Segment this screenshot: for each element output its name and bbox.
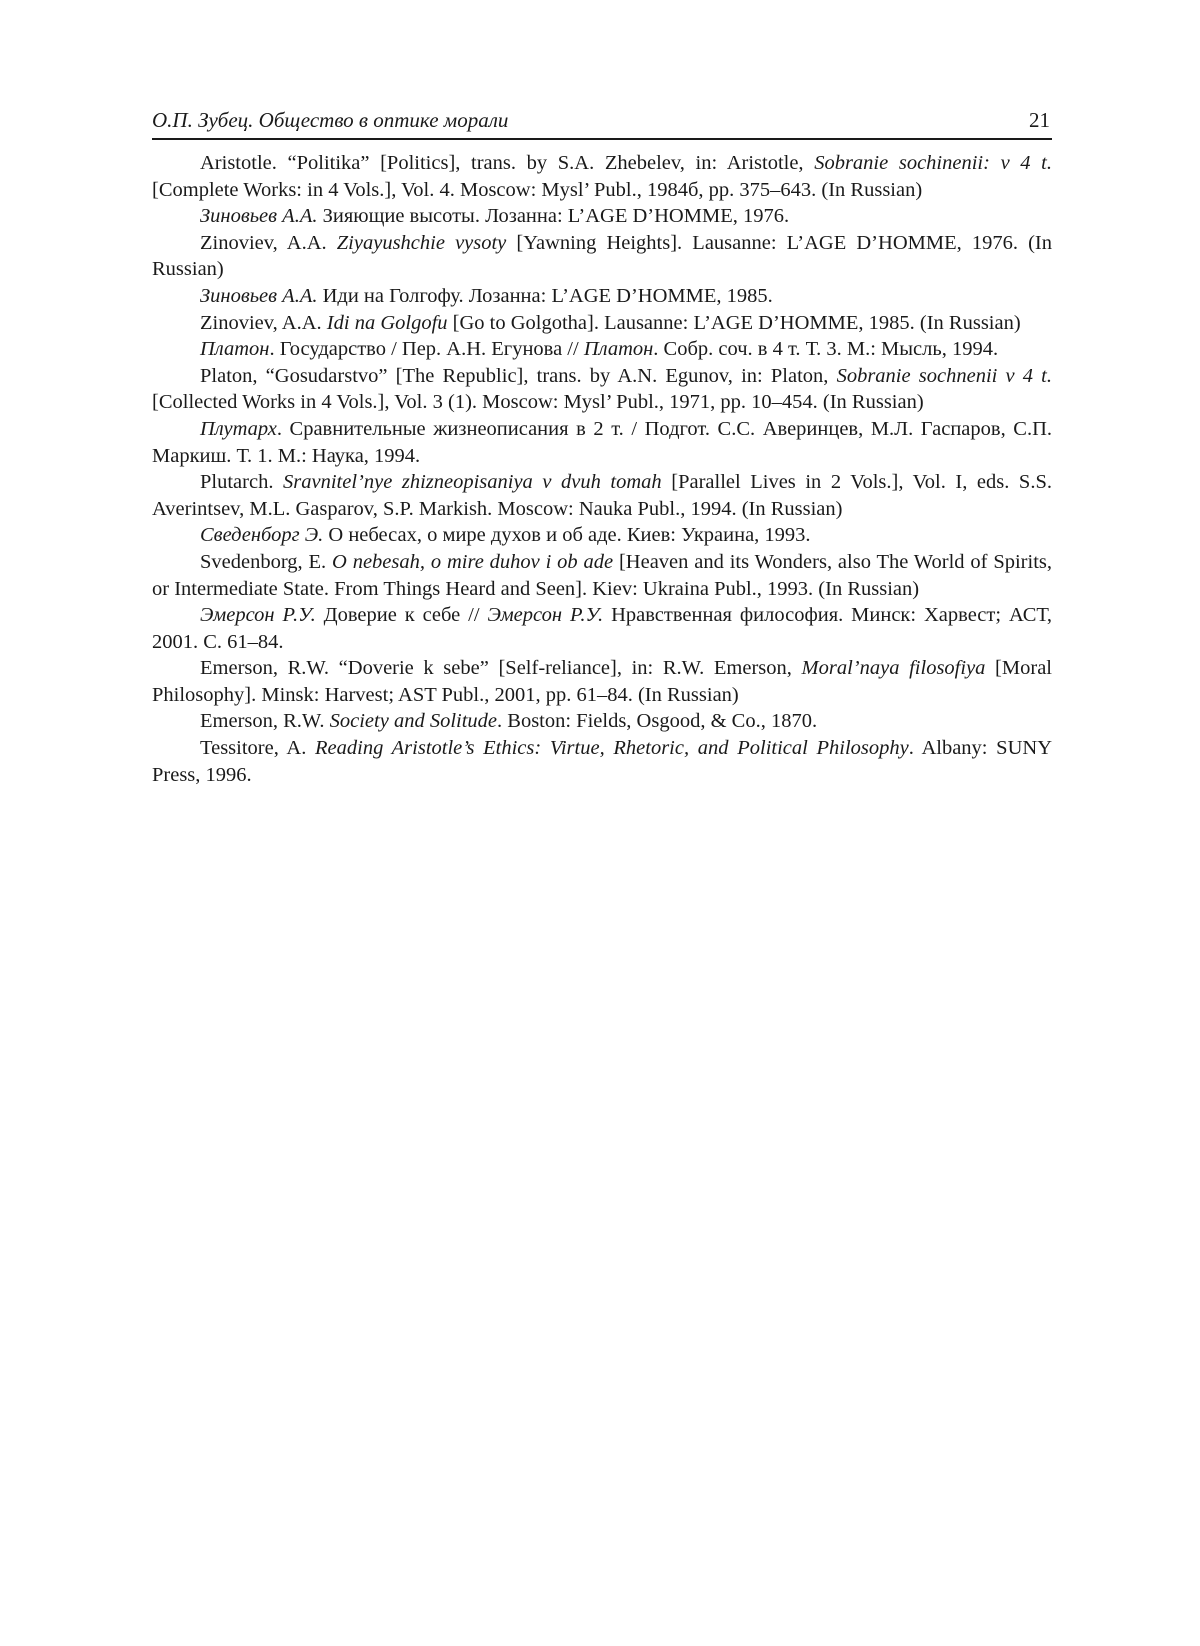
- reference-text: [Collected Works in 4 Vols.], Vol. 3 (1). Moscow: Mysl’ Publ., 1971, pp. 10–454. (In Russian): [152, 391, 924, 414]
- reference-title-italic: Moral’naya filosofiya: [801, 657, 986, 680]
- reference-entry: [152, 735, 1052, 788]
- reference-text: Zinoviev, A.A.: [200, 231, 337, 254]
- reference-title-italic: Сведенборг Э.: [200, 524, 324, 547]
- reference-text: Нравственная философия. Минск: Харвест; АСТ, 2001. С. 61–84.: [152, 604, 1053, 653]
- reference-text: Emerson, R.W. “Doverie k sebe” [Self-reliance], in: R.W. Emerson,: [200, 657, 802, 680]
- reference-text: Aristotle. “Politika” [Politics], trans. by S.A. Zhebelev, in: Aristotle,: [200, 152, 815, 174]
- reference-entry: [152, 416, 1052, 469]
- reference-title-italic: Платон: [200, 338, 270, 361]
- reference-title-italic: Плутарх: [200, 417, 277, 440]
- reference-text: О небесах, о мире духов и об аде. Киев: Украина, 1993.: [323, 524, 811, 547]
- reference-title-italic: Society and Solitude: [329, 710, 498, 733]
- reference-text: . Boston: Fields, Osgood, & Co., 1870.: [497, 710, 818, 733]
- reference-text: [Moral Philosophy]. Minsk: Harvest; AST Publ., 2001, pp. 61–84. (In Russian): [152, 657, 1052, 706]
- reference-text: [Yawning Heights]. Lausanne: L’AGE D’HOMME, 1976. (In Russian): [152, 231, 1052, 281]
- reference-text: [Complete Works: in 4 Vols.], Vol. 4. Moscow: Mysl’ Publ., 1984б, pp. 375–643. (In Russian): [152, 178, 923, 201]
- reference-entry: [152, 549, 1052, 602]
- reference-entry: [152, 336, 1052, 363]
- reference-list: [152, 150, 1052, 788]
- reference-title-italic: Sravnitel’nye zhizneopisaniya v dvuh tomah: [283, 471, 662, 494]
- page-number: 21: [1029, 108, 1050, 132]
- running-title: О.П. Зубец. Общество в оптике морали: [152, 108, 509, 132]
- reference-entry: [152, 602, 1052, 655]
- reference-text: Plutarch.: [200, 471, 283, 494]
- reference-entry: [152, 150, 1052, 203]
- reference-text: Zinoviev, A.A.: [200, 311, 327, 334]
- page-header: [152, 104, 1052, 140]
- reference-entry: [152, 363, 1052, 416]
- reference-title-italic: Эмерсон Р.У.: [487, 604, 604, 627]
- reference-text: Svedenborg, E.: [200, 550, 333, 573]
- reference-text: Platon, “Gosudarstvo” [The Republic], trans. by A.N. Egunov, in: Platon,: [200, 364, 837, 387]
- reference-title-italic: Зиновьев А.А.: [200, 284, 318, 307]
- reference-title-italic: Зиновьев А.А.: [200, 205, 318, 228]
- reference-text: Зияющие высоты. Лозанна: L’AGE D’HOMME, 1976.: [317, 205, 790, 228]
- reference-title-italic: Sobranie sochinenii: v 4 t.: [814, 152, 1052, 174]
- reference-entry: [152, 469, 1052, 522]
- reference-text: . Собр. соч. в 4 т. Т. 3. М.: Мысль, 1994.: [653, 338, 999, 361]
- reference-title-italic: Ziyayushchie vysoty: [336, 231, 507, 254]
- reference-entry: [152, 655, 1052, 708]
- reference-text: . Сравнительные жизнеописания в 2 т. / Подгот. С.С. Аверинцев, М.Л. Гаспаров, С.П. Маркиш. Т. 1. М.: Наука, 1994.: [152, 417, 1052, 467]
- reference-text: [Go to Golgotha]. Lausanne: L’AGE D’HOMME, 1985. (In Russian): [447, 311, 1021, 334]
- reference-entry: [152, 522, 1052, 549]
- reference-entry: [152, 310, 1052, 337]
- reference-title-italic: Эмерсон Р.У.: [200, 604, 316, 627]
- reference-entry: [152, 230, 1052, 283]
- reference-text: [Parallel Lives in 2 Vols.], Vol. I, eds. S.S. Averintsev, M.L. Gasparov, S.P. Markish. Moscow: Nauka Publ., 1994. (In Russian): [152, 471, 1052, 520]
- reference-title-italic: Idi na Golgofu: [326, 311, 448, 334]
- reference-title-italic: Платон: [583, 338, 654, 361]
- reference-entry: [152, 203, 1052, 230]
- reference-text: Tessitore, A.: [200, 737, 316, 760]
- reference-text: Иди на Голгофу. Лозанна: L’AGE D’HOMME, 1985.: [317, 284, 773, 307]
- reference-title-italic: O nebesah, o mire duhov i ob ade: [332, 550, 614, 573]
- reference-entry: [152, 708, 1052, 735]
- reference-title-italic: Sobranie sochnenii v 4 t.: [836, 364, 1052, 387]
- reference-text: Доверие к себе //: [315, 604, 488, 627]
- reference-title-italic: Reading Aristotle’s Ethics: Virtue, Rhetoric, and Political Philosophy: [315, 737, 909, 760]
- reference-entry: [152, 283, 1052, 310]
- reference-text: Emerson, R.W.: [200, 710, 330, 733]
- reference-text: . Albany: SUNY Press, 1996.: [152, 737, 1052, 786]
- reference-text: [Heaven and its Wonders, also The World of Spirits, or Intermediate State. From Things Heard and Seen]. Kiev: Ukraina Publ., 1993. (In Russian): [152, 550, 1052, 600]
- reference-text: . Государство / Пер. А.Н. Егунова //: [269, 338, 584, 361]
